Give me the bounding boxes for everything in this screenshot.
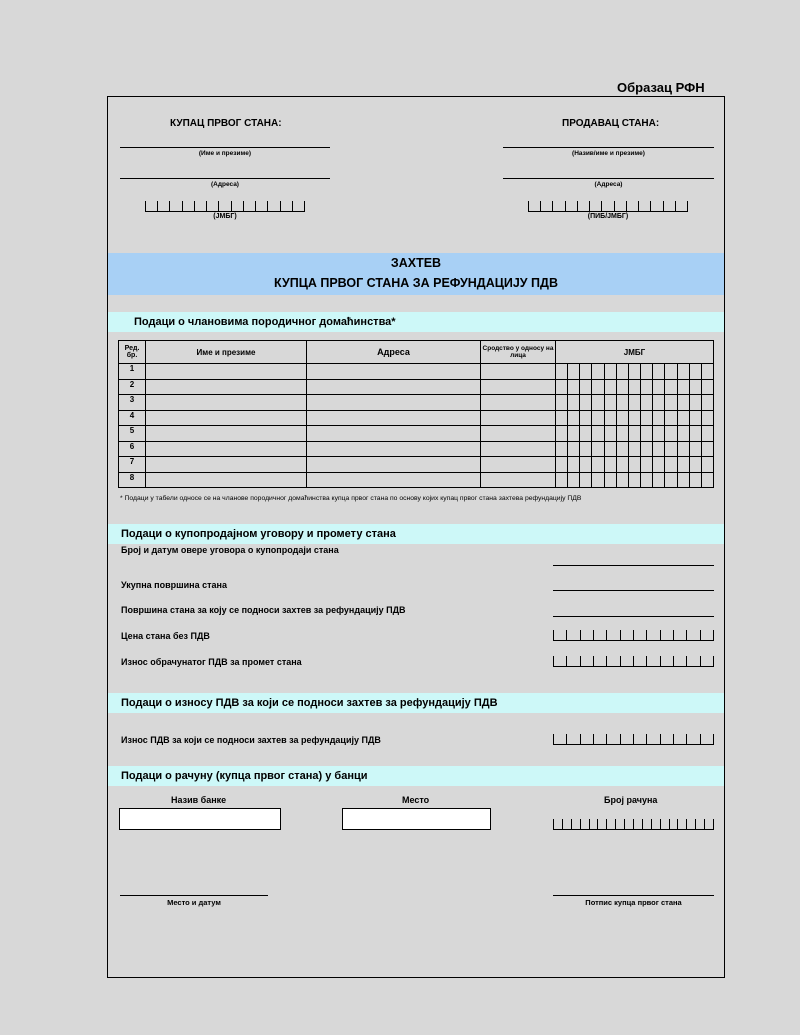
vat-refund-label: Износ ПДВ за који се подноси захтев за рефундацију ПДВ (121, 735, 381, 745)
member-jmbg-cell[interactable] (556, 395, 714, 411)
account-field[interactable] (553, 819, 714, 830)
account-label: Број рачуна (604, 795, 658, 805)
seller-address-field[interactable] (503, 178, 714, 179)
col-jmbg: ЈМБГ (556, 341, 714, 364)
member-relation-cell[interactable] (481, 395, 556, 411)
row-number: 6 (119, 441, 146, 457)
member-address-cell[interactable] (307, 379, 481, 395)
refund-area-field[interactable] (553, 616, 714, 617)
table-row (119, 441, 714, 457)
table-row (119, 364, 714, 380)
refund-area-label: Површина стана за коју се подноси захтев за рефундацију ПДВ (121, 605, 406, 615)
member-relation-cell[interactable] (481, 379, 556, 395)
place-date-field[interactable] (120, 895, 268, 896)
member-jmbg-cell[interactable] (556, 379, 714, 395)
buyer-address-caption: (Адреса) (211, 181, 239, 188)
member-name-cell[interactable] (146, 457, 307, 473)
member-name-cell[interactable] (146, 379, 307, 395)
member-name-cell[interactable] (146, 395, 307, 411)
col-name: Име и презиме (146, 341, 307, 364)
seller-title: ПРОДАВАЦ СТАНА: (562, 118, 660, 129)
total-area-field[interactable] (553, 590, 714, 591)
member-address-cell[interactable] (307, 410, 481, 426)
member-address-cell[interactable] (307, 472, 481, 488)
bank-name-field[interactable] (119, 808, 281, 830)
place-date-label: Место и датум (167, 898, 221, 907)
col-ordinal: Ред. бр. (119, 341, 146, 364)
table-row (119, 457, 714, 473)
price-label: Цена стана без ПДВ (121, 631, 210, 641)
signature-field[interactable] (553, 895, 714, 896)
seller-id-caption: (ПИБ/ЈМБГ) (587, 213, 629, 220)
seller-name-field[interactable] (503, 147, 714, 148)
seller-id-field[interactable] (528, 201, 688, 212)
member-jmbg-cell[interactable] (556, 441, 714, 457)
members-note: * Подаци у табели односе се на чланове породичног домаћинства купца првог стана по основу којих купац првог стана захтева рефундацију ПДВ (120, 495, 582, 502)
contract-section-title: Подаци о купопродајном уговору и промету стана (108, 524, 724, 544)
member-address-cell[interactable] (307, 426, 481, 442)
member-relation-cell[interactable] (481, 364, 556, 380)
banner-line1: ЗАХТЕВ (390, 256, 442, 270)
row-number: 1 (119, 364, 146, 380)
member-name-cell[interactable] (146, 441, 307, 457)
member-address-cell[interactable] (307, 364, 481, 380)
row-number: 4 (119, 410, 146, 426)
member-relation-cell[interactable] (481, 457, 556, 473)
member-jmbg-cell[interactable] (556, 472, 714, 488)
member-relation-cell[interactable] (481, 441, 556, 457)
vat-refund-field[interactable] (553, 734, 714, 745)
banner-line2: КУПЦА ПРВОГ СТАНА ЗА РЕФУНДАЦИЈУ ПДВ (274, 276, 558, 290)
col-relation: Сродство у односу на лица (481, 341, 556, 364)
buyer-name-caption: (Име и презиме) (198, 150, 252, 157)
form-code: Образац РФН (617, 80, 705, 95)
buyer-id-caption: (ЈМБГ) (213, 213, 237, 220)
members-table (118, 340, 714, 488)
member-name-cell[interactable] (146, 426, 307, 442)
table-row (119, 472, 714, 488)
seller-name-caption: (Назив/име и презиме) (572, 150, 645, 157)
contract-date-field[interactable] (553, 565, 714, 566)
price-field[interactable] (553, 630, 714, 641)
buyer-address-field[interactable] (120, 178, 330, 179)
col-address: Адреса (307, 341, 481, 364)
bank-section-title: Подаци о рачуну (купца првог стана) у банци (108, 766, 724, 786)
vat-section-title: Подаци о износу ПДВ за који се подноси захтев за рефундацију ПДВ (108, 693, 724, 713)
member-jmbg-cell[interactable] (556, 426, 714, 442)
request-banner (108, 253, 724, 295)
seller-address-caption: (Адреса) (594, 181, 623, 188)
member-jmbg-cell[interactable] (556, 457, 714, 473)
vat-amount-field[interactable] (553, 656, 714, 667)
member-address-cell[interactable] (307, 457, 481, 473)
buyer-id-field[interactable] (145, 201, 305, 212)
row-number: 3 (119, 395, 146, 411)
member-relation-cell[interactable] (481, 472, 556, 488)
member-name-cell[interactable] (146, 472, 307, 488)
table-row (119, 395, 714, 411)
row-number: 5 (119, 426, 146, 442)
row-number: 7 (119, 457, 146, 473)
members-section-title: Подаци о члановима породичног домаћинства* (108, 312, 724, 332)
row-number: 2 (119, 379, 146, 395)
vat-amount-label: Износ обрачунатог ПДВ за промет стана (121, 657, 302, 667)
table-row (119, 379, 714, 395)
member-jmbg-cell[interactable] (556, 364, 714, 380)
buyer-title: КУПАЦ ПРВОГ СТАНА: (170, 118, 282, 129)
member-address-cell[interactable] (307, 395, 481, 411)
member-name-cell[interactable] (146, 410, 307, 426)
row-number: 8 (119, 472, 146, 488)
contract-date-label: Број и датум овере уговора о купопродаји стана (121, 545, 339, 555)
place-label: Место (402, 795, 430, 805)
table-row (119, 426, 714, 442)
member-relation-cell[interactable] (481, 426, 556, 442)
member-address-cell[interactable] (307, 441, 481, 457)
member-relation-cell[interactable] (481, 410, 556, 426)
member-jmbg-cell[interactable] (556, 410, 714, 426)
member-name-cell[interactable] (146, 364, 307, 380)
buyer-name-field[interactable] (120, 147, 330, 148)
signature-label: Потпис купца првог стана (585, 898, 682, 907)
place-field[interactable] (342, 808, 491, 830)
bank-name-label: Назив банке (171, 795, 227, 805)
table-row (119, 410, 714, 426)
total-area-label: Укупна површина стана (121, 580, 227, 590)
